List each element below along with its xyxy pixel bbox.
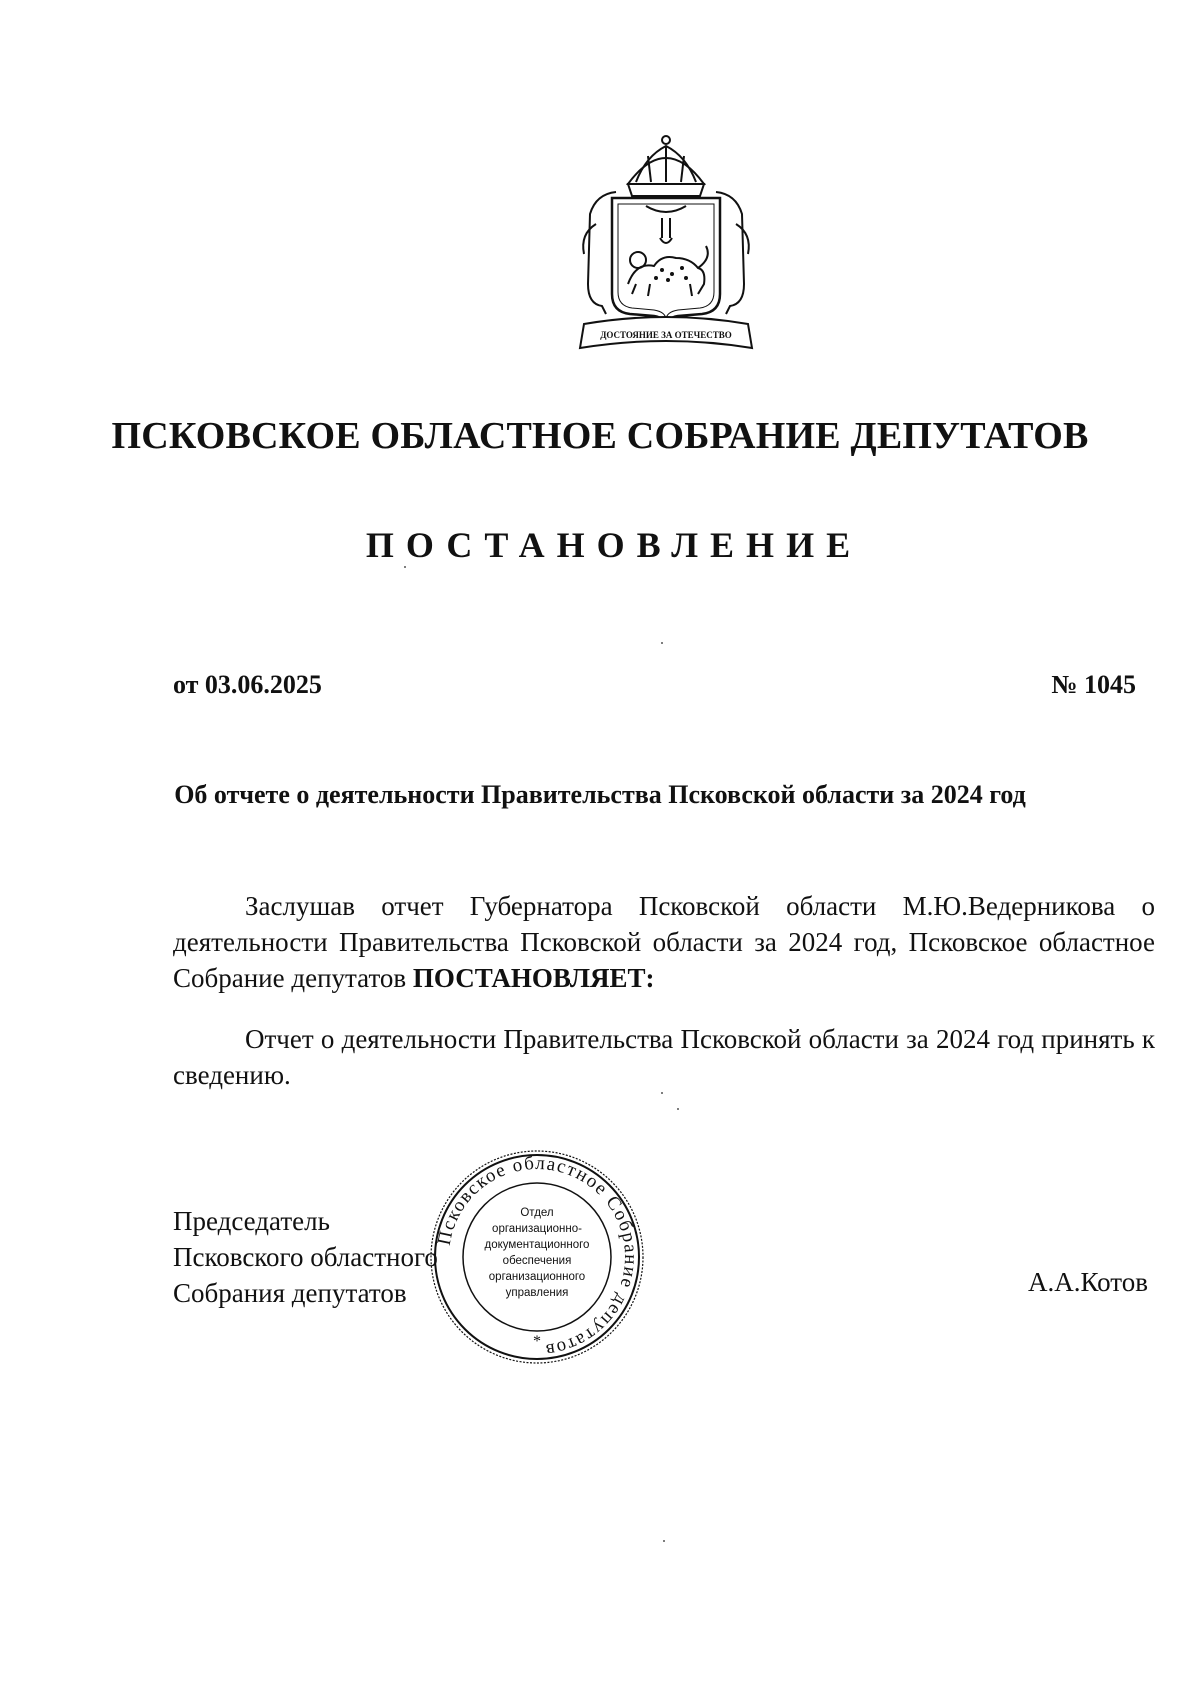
resolution-keyword: ПОСТАНОВЛЯЕТ: bbox=[412, 963, 655, 993]
position-line-3: Собрания депутатов bbox=[173, 1278, 407, 1308]
scan-speck bbox=[404, 566, 406, 568]
coat-of-arms-emblem bbox=[566, 134, 766, 370]
official-stamp bbox=[428, 1148, 646, 1366]
body-paragraph-2 bbox=[173, 1021, 1155, 1093]
pskov-region-coat-of-arms-icon bbox=[566, 134, 766, 370]
round-stamp-icon bbox=[428, 1148, 646, 1366]
document-type-heading: ПОСТАНОВЛЕНИЕ bbox=[365, 525, 863, 565]
position-line-2: Псковского областного bbox=[173, 1242, 438, 1272]
stamp-line-1: Отдел bbox=[520, 1207, 554, 1219]
emblem-motto: ДОСТОЯНИЕ ЗА ОТЕЧЕСТВО bbox=[600, 330, 732, 340]
document-number: № 1045 bbox=[1051, 670, 1136, 699]
stamp-outer-text: Псковское областное Собрание депутатов bbox=[433, 1152, 642, 1361]
document-date: от 03.06.2025 bbox=[173, 670, 322, 699]
stamp-line-6: управления bbox=[505, 1287, 569, 1299]
signer-name: А.А.Котов bbox=[1028, 1267, 1148, 1297]
scan-speck bbox=[661, 1092, 663, 1094]
organization-title: ПСКОВСКОЕ ОБЛАСТНОЕ СОБРАНИЕ ДЕПУТАТОВ bbox=[111, 415, 1089, 457]
stamp-line-2: организационно- bbox=[492, 1223, 582, 1235]
signatory-position bbox=[173, 1203, 438, 1311]
position-line-1: Председатель bbox=[173, 1206, 330, 1236]
paragraph-2-text: Отчет о деятельности Правительства Псковской области за 2024 год принять к сведению. bbox=[173, 1024, 1155, 1090]
stamp-star: * bbox=[533, 1333, 541, 1350]
paragraph-1-text: Заслушав отчет Губернатора Псковской области М.Ю.Ведерникова о деятельности Правительства Псковской области за 2024 год, Псковское областное Собрание депутатов bbox=[173, 891, 1155, 993]
document-subject: Об отчете о деятельности Правительства Псковской области за 2024 год bbox=[174, 780, 1026, 809]
stamp-line-4: обеспечения bbox=[502, 1255, 572, 1267]
stamp-line-3: документационного bbox=[484, 1239, 590, 1251]
scan-speck bbox=[663, 1540, 665, 1542]
stamp-line-5: организационного bbox=[488, 1271, 586, 1283]
scan-speck bbox=[661, 642, 663, 644]
scan-speck bbox=[677, 1108, 679, 1110]
body-paragraph-1 bbox=[173, 888, 1155, 996]
